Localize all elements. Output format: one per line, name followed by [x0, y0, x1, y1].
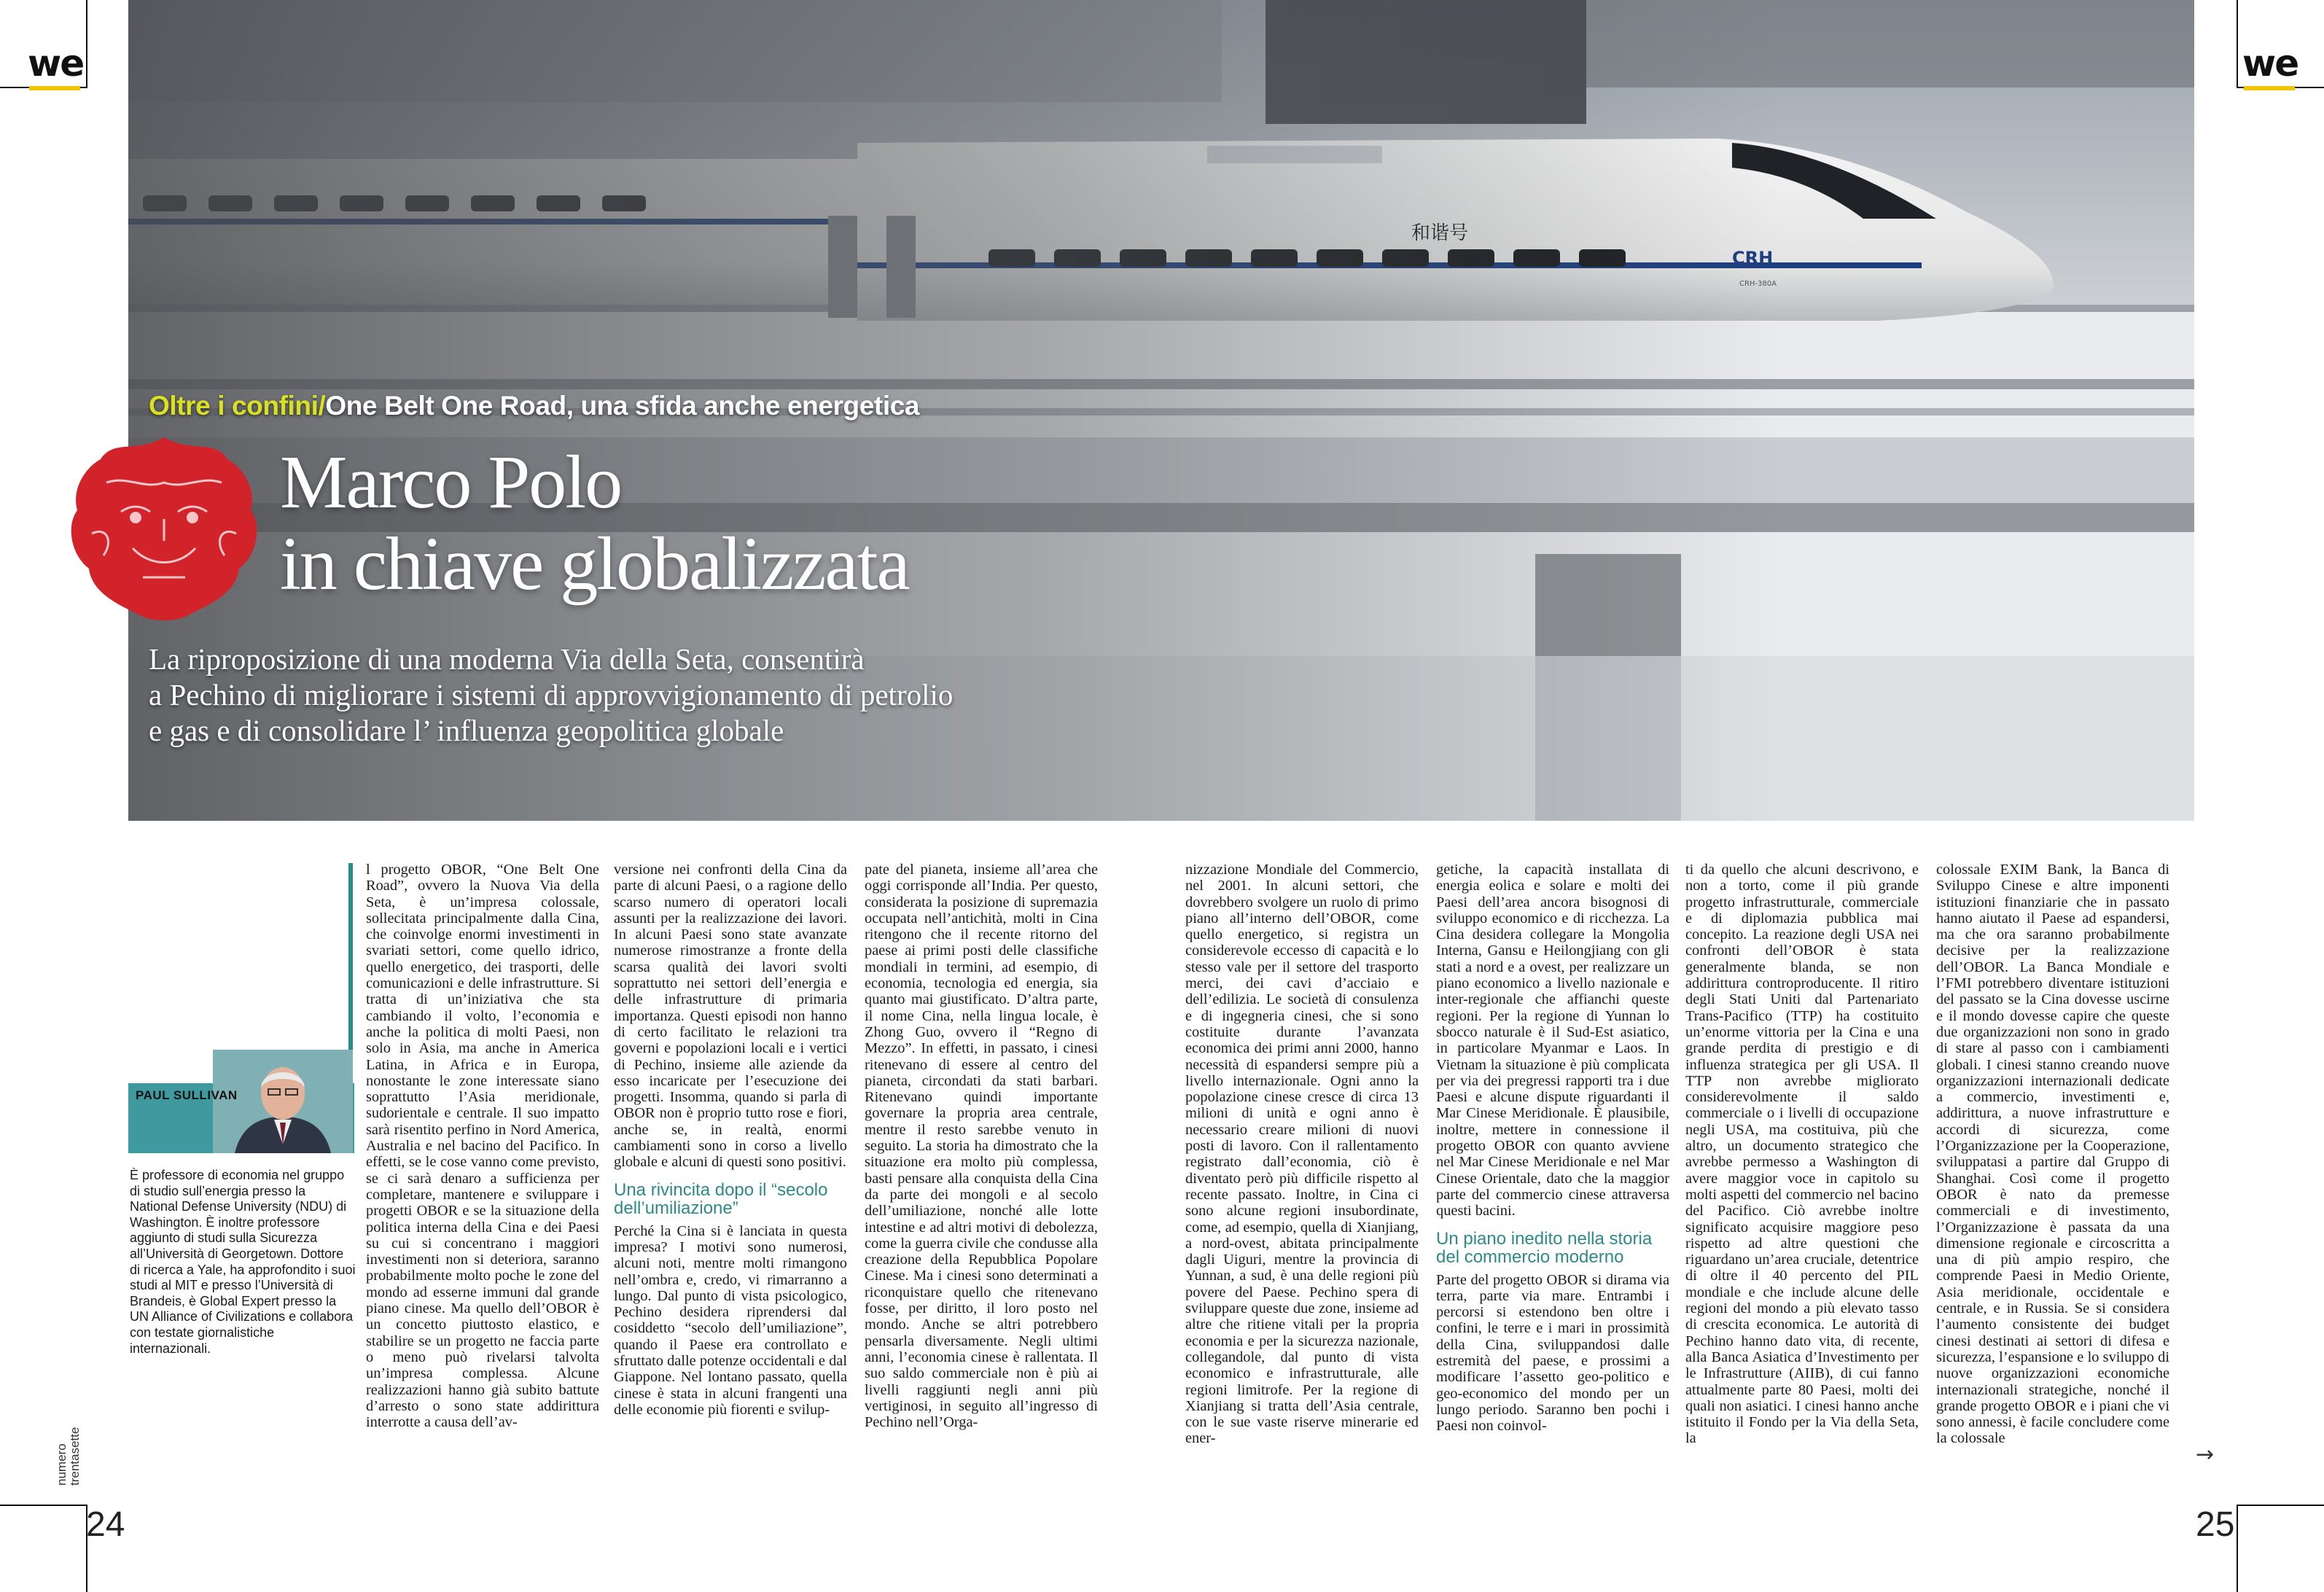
article-column [1436, 862, 1669, 1435]
subheading: Un piano inedito nella storia del commercio moderno [1436, 1228, 1653, 1267]
author-bio: È professore di economia nel gruppo di studio sull’energia presso la National Defense University (NDU) di Washington. È inoltre professore aggiunto di studi sulla Sicurezza all’Università di Georgetown. Dottore di ricerca a Yale, ha approfondito i suoi studi al MIT e presso l’Università di Brandeis, è Global Expert presso la UN Alliance of Civilizations e collabora con testate giornalistiche internazionali. [130, 1168, 356, 1356]
article-column [865, 862, 1098, 1430]
article-column [1936, 862, 2169, 1447]
paragraph: pate del pianeta, insieme all’area che oggi corrisponde all’India. Per questo, considerata la posizione di supremazia occupata nell’antichità, molti in Cina ritengono che il recente ritorno del paese ai primi posti delle classifiche mondiali in termini, ad esempio, di economia, tecnologia ed energia, sia quanto mai giustificato. D’altra parte, il nome Cina, nella lingua locale, è Zhong Guo, ovvero il “Regno di Mezzo”. In effetti, in passato, i cinesi ritenevano di essere al centro del pianeta, circondati da stati barbari. Ritenevano quindi importante governare la propria area centrale, mentre il resto sarebbe venuto in seguito. La storia ha dimostrato che la situazione era molto più complessa, basti pensare alla conquista della Cina da parte dei mongoli e al secolo dell’umiliazione, nonché alle lotte intestine e ad altri motivi di debolezza, come la guerra civile che condusse alla creazione della Repubblica Popolare Cinese. Ma i cinesi sono determinati a riconquistare quello che ritenevano fosse, per diritto, il loro posto nel mondo. Anche se altri potrebbero pensarla diversamente. Negli ultimi anni, l’economia cinese è rallentata. Il suo saldo commerciale non è più ai livelli raggiunti negli anni più vertiginosi, in seguito all’ingresso di Pechino nell’Orga- [865, 862, 1098, 1431]
paragraph: Parte del progetto OBOR si dirama via terra, parte via mare. Entrambi i percorsi si estendono ben oltre i confini, le terre e i mari in prossimità della Cina, sviluppandosi dalle estremità del paese, e prossimi a modificare l’assetto geo-politico e geo-economico del mondo per un lungo periodo. Saranno ben pochi i Paesi non coinvol- [1436, 1271, 1669, 1435]
article-column [1685, 862, 1919, 1447]
issue-label: numero trentasette [55, 1427, 82, 1486]
accent-bar [348, 863, 353, 1079]
paragraph: colossale EXIM Bank, la Banca di Sviluppo Cinese e altre imponenti istituzioni finanziarie che in passato hanno aiutato il Paese ad espandersi, ma che ora saranno probabilmente decisive per la realizzazione dell’OBOR. La Banca Mondiale e l’FMI potrebbero diventare istituzioni del passato se la Cina dovesse uscirne e il mondo dovesse capire che queste due organizzazioni non sono in grado di stare al passo con i cambiamenti globali. I cinesi stanno creando nuove organizzazioni internazionali dedicate a commercio, investimenti e, addirittura, a nuove infrastrutture e accordi di sicurezza, come l’Organizzazione per la Cooperazione, sviluppatasi a partire dal Gruppo di Shanghai. Così come il progetto OBOR è nato da premesse commerciali e di investimento, l’Organizzazione è passata da una dimensione regionale e circoscritta a una di più ampio respiro, che comprende Paesi in Medio Oriente, Asia meridionale, occidentale e centrale, e in Russia. Se si considera l’aumento consistente dei budget cinesi destinati ai settori di difesa e sicurezza, l’espansione e lo sviluppo di nuove organizzazioni economiche internazionali strategiche, nonché il grande progetto OBOR e i piani che vi sono annessi, è facile concludere come la colossale [1936, 862, 2169, 1447]
page-number-right: 25 [2196, 1505, 2235, 1544]
crop-mark [2237, 1505, 2324, 1506]
deck-line: e gas e di consolidare l’ influenza geopolitica globale [149, 714, 784, 747]
continue-arrow-icon: → [2196, 1442, 2215, 1467]
article-column [614, 862, 847, 1418]
paragraph: versione nei confronti della Cina da parte di alcuni Paesi, o a ragione dello scarso numero di operatori locali assunti per la realizzazione dei lavori. In alcuni Paesi sono state avanzate numerose rimostranze a fronte della scarsa qualità dei lavori svolti soprattutto nei settori dell’energia e delle infrastrutture di primaria importanza. Questi episodi non hanno di certo facilitato le relazioni tra governi e popolazioni locali e i vertici di Pechino, insieme alle aziende da esso incaricate per l’esecuzione dei progetti. Insomma, quando si parla di OBOR non è proprio tutto rose e fiori, anche se, in realtà, enormi cambiamenti sono in corso a livello globale e alcuni di questi sono positivi. [614, 862, 847, 1171]
brand-logo-right: we [2242, 42, 2298, 85]
deck-line: La riproposizione di una moderna Via della Seta, consentirà [149, 642, 865, 676]
article-deck [149, 641, 953, 749]
article-title [280, 442, 909, 605]
page-number-left: 24 [86, 1505, 125, 1544]
paragraph: ti da quello che alcuni descrivono, e non a torto, come il più grande progetto infrastrutturale, commerciale e di diplomazia pubblica mai concepito. La reazione degli USA nei confronti dell’OBOR è stata generalmente blanda, se non addirittura controproducente. Il ritiro degli Stati Uniti dal Partenariato Trans-Pacifico (TTP) ha costituito un’enorme vittoria per la Cina e una grande perdita di prestigio e di influenza strategica per gli USA. Il TTP non avrebbe migliorato considerevolmente il saldo commerciale o i livelli di occupazione negli USA, ma costituiva, più che altro, un documento strategico che avrebbe permesso a Washington di avere maggior voce in capitolo su molti aspetti del commercio nel bacino del Pacifico. Ciò avrebbe inoltre significato acquisire maggiore peso rispetto ad altre questioni che riguardano un’area cruciale, detentrice di oltre il 40 percento del PIL mondiale e che include alcune delle regioni del mondo a più elevato tasso di crescita economica. Le autorità di Pechino hanno dato vita, di recente, alla Banca Asiatica d’Investimento per le Infrastrutture (AIIB), di cui fanno attualmente parte 80 Paesi, molti dei quali non asiatici. I cinesi hanno anche istituito il Fondo per la Via della Seta, la [1685, 862, 1919, 1447]
brand-logo-left: we [28, 42, 83, 85]
crop-mark [2237, 0, 2238, 87]
paragraph: Perché la Cina si è lanciata in questa impresa? I motivi sono numerosi, alcuni noti, mentre molti rimangono nell’ombra e, credo, vi rimarranno a lungo. Dal punto di vista psicologico, Pechino desidera riprendersi dal cosiddetto “secolo dell’umiliazione”, quando il Paese era controllato e sfruttato dalle potenze occidentali e dal Giappone. Nel lontano passato, quella cinese è stata in alcuni frangenti una delle economie più fiorenti e svilup- [614, 1222, 847, 1418]
author-name: PAUL SULLIVAN [136, 1088, 238, 1102]
title-line: Marco Polo [280, 440, 622, 524]
article-column [366, 862, 599, 1430]
dragon-mask-emblem [63, 432, 265, 625]
article-column [1185, 862, 1419, 1447]
paragraph: nizzazione Mondiale del Commercio, nel 2001. In alcuni settori, che dovrebbero svolgere un ruolo di primo piano all’interno dell’OBOR, come quello energetico, si registra un considerevole eccesso di capacità e lo stesso vale per il settore del trasporto merci, dei cavi d’acciaio e dell’edilizia. Le società di consulenza e di ingegneria cinesi, che si sono costituite durante l’avanzata economica dei primi anni 2000, hanno necessità di espandersi sempre più a livello internazionale. Ogni anno la popolazione cinese cresce di circa 13 milioni di unità e ogni anno è necessario creare milioni di nuovi posti di lavoro. Con il rallentamento registrato dall’economia, ciò è diventato però più difficile rispetto al recente passato. Inoltre, in Cina ci sono alcune regioni insubordinate, come, ad esempio, quella di Xianjiang, a nord-ovest, abitata principalmente dagli Uiguri, mentre la provincia di Yunnan, a sud, è una delle regioni più povere del Paese. Pechino spera di sviluppare queste due zone, insieme ad altre che ritiene vitali per la propria economia e per la sicurezza nazionale, collegandole, dal punto di vista economico e infrastrutturale, alle regioni limitrofe. Per la regione di Xianjiang si tratta dell’Asia centrale, con le sue vaste riserve minerarie ed ener- [1185, 862, 1419, 1447]
subheading: Una rivincita dopo il “secolo dell’umiliazione” [614, 1179, 828, 1218]
paragraph: getiche, la capacità installata di energia eolica e solare e molti dei Paesi dell’area ancora bisognosi di sviluppo economico e di ricchezza. La Cina desidera collegare la Mongolia Interna, Gansu e Heilongjiang con gli stati a nord e a ovest, per realizzare un piano economico a livello nazionale e inter-regionale che affianchi queste regioni. Per la regione di Yunnan lo sbocco naturale è il Sud-Est asiatico, in particolare Myanmar e Laos. In Vietnam la situazione è più complicata per via dei pregressi rapporti tra i due Paesi e alcune dispute riguardanti il Mar Cinese Meridionale. È plausibile, inoltre, mettere in connessione il progetto OBOR con quanto avviene nel Mar Cinese Meridionale e nel Mar Cinese Orientale, dato che la maggior parte del commercio cinese attraversa questi bacini. [1436, 862, 1669, 1220]
paragraph: l progetto OBOR, “One Belt One Road”, ovvero la Nuova Via della Seta, è un’impresa colossale, sollecitata principalmente dalla Cina, che coinvolge enormi investimenti in svariati settori, come quello idrico, quello energetico, dei trasporti, delle comunicazioni e delle infrastrutture. Si tratta di un’iniziativa che sta cambiando il volto, l’economia e anche la politica di molti Paesi, non solo in Asia, ma anche in America Latina, in Africa e in Europa, nonostante le zone interessate siano soprattutto l’Asia meridionale, sudorientale e centrale. Il suo impatto sarà risentito perfino in Nord America, Australia e nel bacino del Pacifico. In effetti, se le cose vanno come previsto, se ci sarà denaro a sufficienza per completare, mantenere e sviluppare i progetti OBOR e se la situazione della politica interna della Cina e dei Paesi su cui si concentrano i maggiori investimenti non si deteriora, saranno probabilmente molto poche le zone del mondo ad esserne immuni dal grande piano cinese. Ma quello dell’OBOR è un concetto piuttosto elastico, e stabilire se un progetto ne faccia parte o meno può rivelarsi talvolta un’impresa complessa. Alcune realizzazioni hanno già subito battute d’arresto o sono state addirittura interrotte a causa dell’av- [366, 862, 599, 1431]
deck-line: a Pechino di migliorare i sistemi di approvvigionamento di petrolio [149, 678, 954, 711]
section-kicker: Oltre i confini/One Belt One Road, una sfida anche energetica [149, 391, 920, 421]
crop-mark [0, 1505, 87, 1506]
crop-mark [86, 0, 87, 87]
crop-mark [2237, 1505, 2238, 1592]
title-line: in chiave globalizzata [280, 522, 909, 606]
